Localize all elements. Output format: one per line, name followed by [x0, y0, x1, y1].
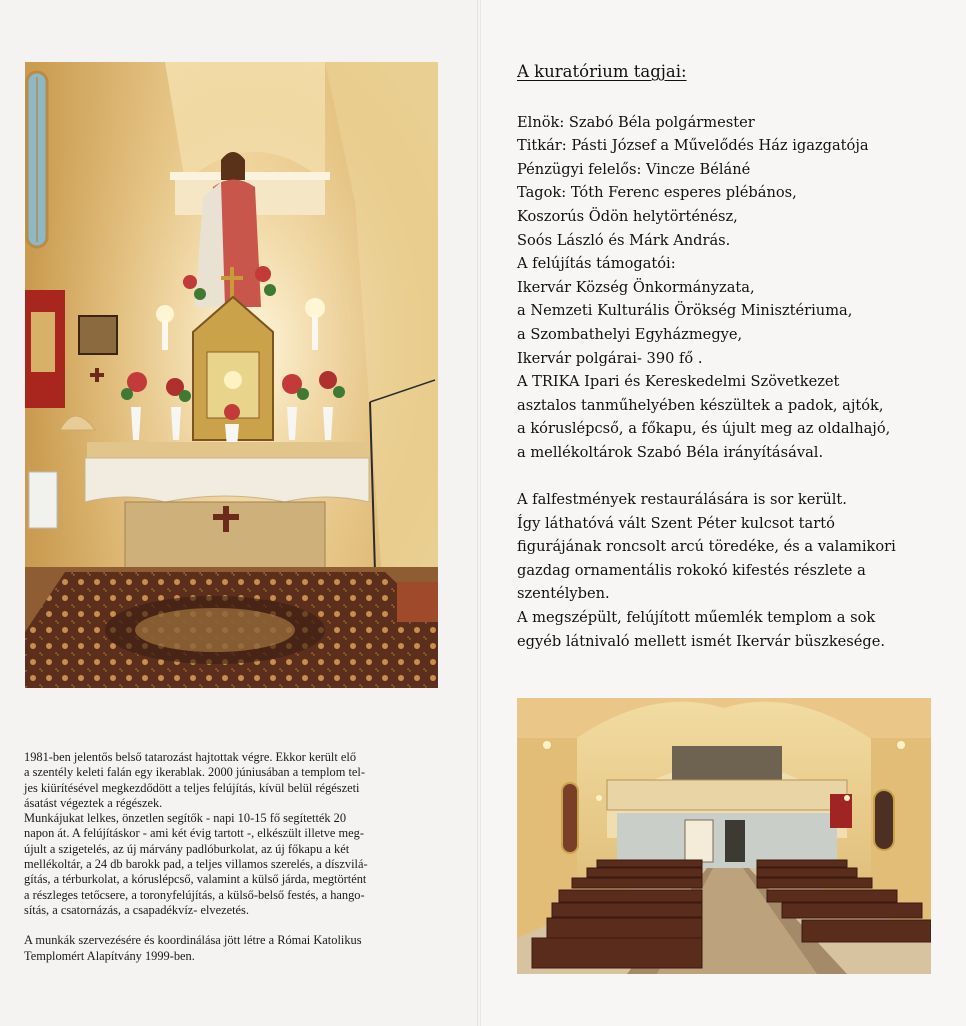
text-line: Titkár: Pásti József a Művelődés Ház igazgatója [517, 137, 869, 155]
text-line: A TRIKA Ipari és Kereskedelmi Szövetkezet [517, 373, 840, 391]
section-heading: A kuratórium tagjai: [517, 62, 687, 81]
history-line: Munkájukat lelkes, önzetlen segítők - napi 10-15 fő segítették 20 [24, 811, 347, 826]
text-line: a Nemzeti Kulturális Örökség Minisztériuma, [517, 302, 853, 320]
history-line: mellékoltár, a 24 db barokk pad, a teljes villamos szerelés, a díszvilá- [24, 857, 368, 872]
text-line: A megszépült, felújított műemlék templom a sok [517, 609, 876, 627]
history-line: sítás, a csatornázás, a csapadékvíz- elvezetés. [24, 902, 249, 917]
history-line: jes kiürítésével megkezdődött a teljes felújítás, kívül belül régészeti [24, 780, 360, 795]
text-line: Ikervár polgárai- 390 fő . [517, 349, 703, 367]
text-line: a Szombathelyi Egyházmegye, [517, 325, 743, 343]
history-line: 1981-ben jelentős belső tatarozást hajtottak végre. Ekkor került elő [24, 750, 357, 764]
text-line: A falfestmények restaurálására is sor került. [517, 491, 847, 509]
text-line: figurájának roncsolt arcú töredéke, és a valamikori [517, 538, 896, 556]
text-line: A felújítás támogatói: [517, 255, 676, 273]
text-line: szentélyben. [517, 585, 610, 603]
text-line: egyéb látnivaló mellett ismét Ikervár büszkesége. [517, 632, 886, 650]
text-line: a mellékoltárok Szabó Béla irányításával. [517, 443, 824, 461]
history-line: a részleges tetőcsere, a toronyfelújítás, a külső-belső festés, a hango- [24, 887, 365, 902]
paragraph-gap [517, 465, 937, 489]
text-line: Koszorús Ödön helytörténész, [517, 207, 738, 225]
history-line: a szentély keleti falán egy ikerablak. 2000 júniusában a templom tel- [24, 765, 365, 780]
text-line: asztalos tanműhelyében készültek a padok, ajtók, [517, 396, 884, 414]
text-line: a kóruslépcső, a főkapu, és újult meg az oldalhajó, [517, 420, 891, 438]
history-line: gítás, a térburkolat, a kóruslépcső, valamint a külső járda, megtörtént [24, 872, 367, 887]
text-line: Tagok: Tóth Ferenc esperes plébános, [517, 184, 797, 202]
text-line: gazdag ornamentális rokokó kifestés részlete a [517, 561, 866, 579]
history-paragraph-1 [24, 750, 444, 918]
text-line: Ikervár Község Önkormányzata, [517, 278, 755, 296]
page-fold [477, 0, 481, 1026]
history-paragraph-2 [24, 933, 444, 964]
history-line: újult a szigetelés, az új márvány padlóburkolat, az új főkapu a két [24, 841, 350, 856]
text-line: Így láthatóvá vált Szent Péter kulcsot tartó [517, 514, 835, 532]
text-line: Pénzügyi felelős: Vincze Béláné [517, 160, 751, 178]
text-line: Elnök: Szabó Béla polgármester [517, 113, 755, 131]
history-line: Templomért Alapítvány 1999-ben. [24, 948, 195, 963]
history-text [24, 750, 444, 964]
text-line: Soós László és Márk András. [517, 231, 731, 249]
history-line: ásatást végeztek a régészek. [24, 795, 163, 810]
history-line: A munkák szervezésére és koordinálása jött létre a Római Katolikus [24, 933, 362, 948]
altar-photo [25, 62, 438, 688]
nave-photo [517, 698, 931, 974]
history-line: napon át. A felújításkor - ami két évig tartott -, elkészült illetve meg- [24, 826, 364, 841]
board-members-section [517, 60, 937, 653]
